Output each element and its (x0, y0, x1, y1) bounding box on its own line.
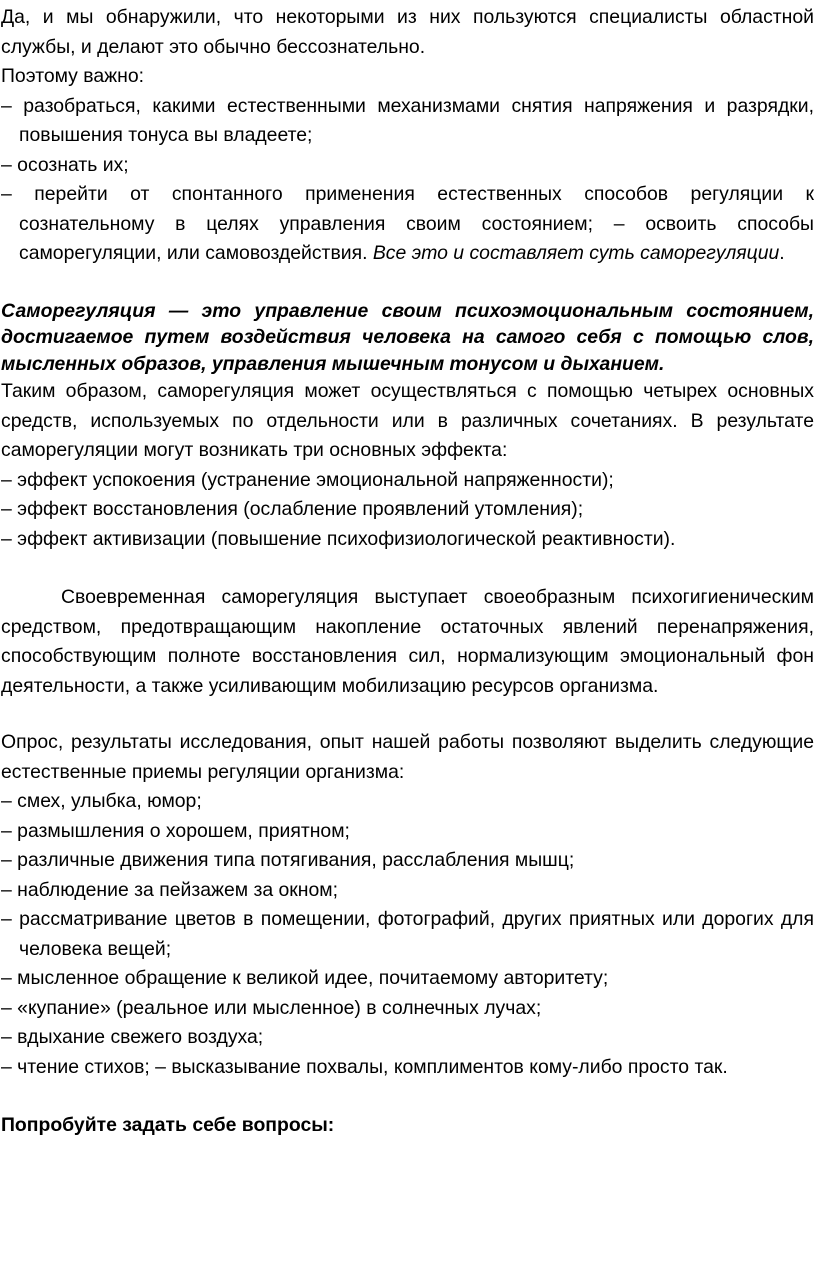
list-item: – «купание» (реальное или мысленное) в солнечных лучах; (1, 996, 542, 1019)
important-list (1, 92, 814, 269)
list-item: – смех, улыбка, юмор; (1, 790, 202, 812)
list-item: – чтение стихов; – высказывание похвалы, комплиментов кому-либо просто так. (1, 1055, 728, 1078)
document-page (0, 3, 816, 1284)
list-item: – наблюдение за пейзажем за окном; (1, 878, 339, 901)
list-item: – эффект восстановления (ослабление проявлений утомления); (1, 498, 584, 520)
techniques-list (1, 787, 814, 1082)
list-item: – эффект активизации (повышение психофизиологической реактивности). (1, 527, 676, 550)
survey-paragraph: Опрос, результаты исследования, опыт нашей работы позволяют выделить следующие естественные приемы регуляции организма: (1, 731, 814, 783)
list-item: – рассматривание цветов в помещении, фотографий, других приятных или дорогих для человека вещей; (1, 908, 814, 960)
list-item-text: – перейти от спонтанного применения естественных способов регуляции к сознательному в целях управления своим состоянием; – освоить способы саморегуляции, или самовоздействия. (1, 183, 814, 264)
timely-paragraph: Своевременная саморегуляция выступает своеобразным психогигиеническим средством, предотвращающим накопление остаточных явлений перенапряжения, способствующим полноте восстановления сил, нормализующим эмоциональный фон деятельности, а также усиливающим мобилизацию ресурсов организма. (1, 586, 814, 697)
list-item: – мысленное обращение к великой идее, почитаемому авторитету; (1, 967, 609, 989)
important-lead: Поэтому важно: (1, 65, 144, 87)
list-item: – эффект успокоения (устранение эмоциональной напряженности); (1, 468, 614, 491)
list-item: – размышления о хорошем, приятном; (1, 819, 350, 842)
list-item: – вдыхание свежего воздуха; (1, 1026, 264, 1048)
closing-heading: Попробуйте задать себе вопросы: (1, 1114, 335, 1136)
list-item: – разобраться, какими естественными механизмами снятия напряжения и разрядки, повышения тонуса вы владеете; (1, 94, 814, 146)
list-item: – осознать их; (1, 153, 129, 176)
list-item (1, 180, 814, 269)
list-item-italic: Все это и составляет суть саморегуляции (372, 242, 780, 264)
means-paragraph: Таким образом, саморегуляция может осуществляться с помощью четырех основных средств, используемых по отдельности или в различных сочетаниях. В результате саморегуляции могут возникать три основных эффекта: (1, 380, 814, 461)
list-item-end: . (779, 242, 785, 264)
list-item: – различные движения типа потягивания, расслабления мышц; (1, 849, 575, 871)
effects-list (1, 466, 814, 555)
intro-paragraph: Да, и мы обнаружили, что некоторыми из них пользуются специалисты областной службы, и делают это обычно бессознательно. (1, 6, 814, 58)
definition-paragraph: Саморегуляция — это управление своим психоэмоциональным состоянием, достигаемое путем воздействия человека на самого себя с помощью слов, мысленных образов, управления мышечным тонусом и дыханием. (1, 299, 814, 375)
